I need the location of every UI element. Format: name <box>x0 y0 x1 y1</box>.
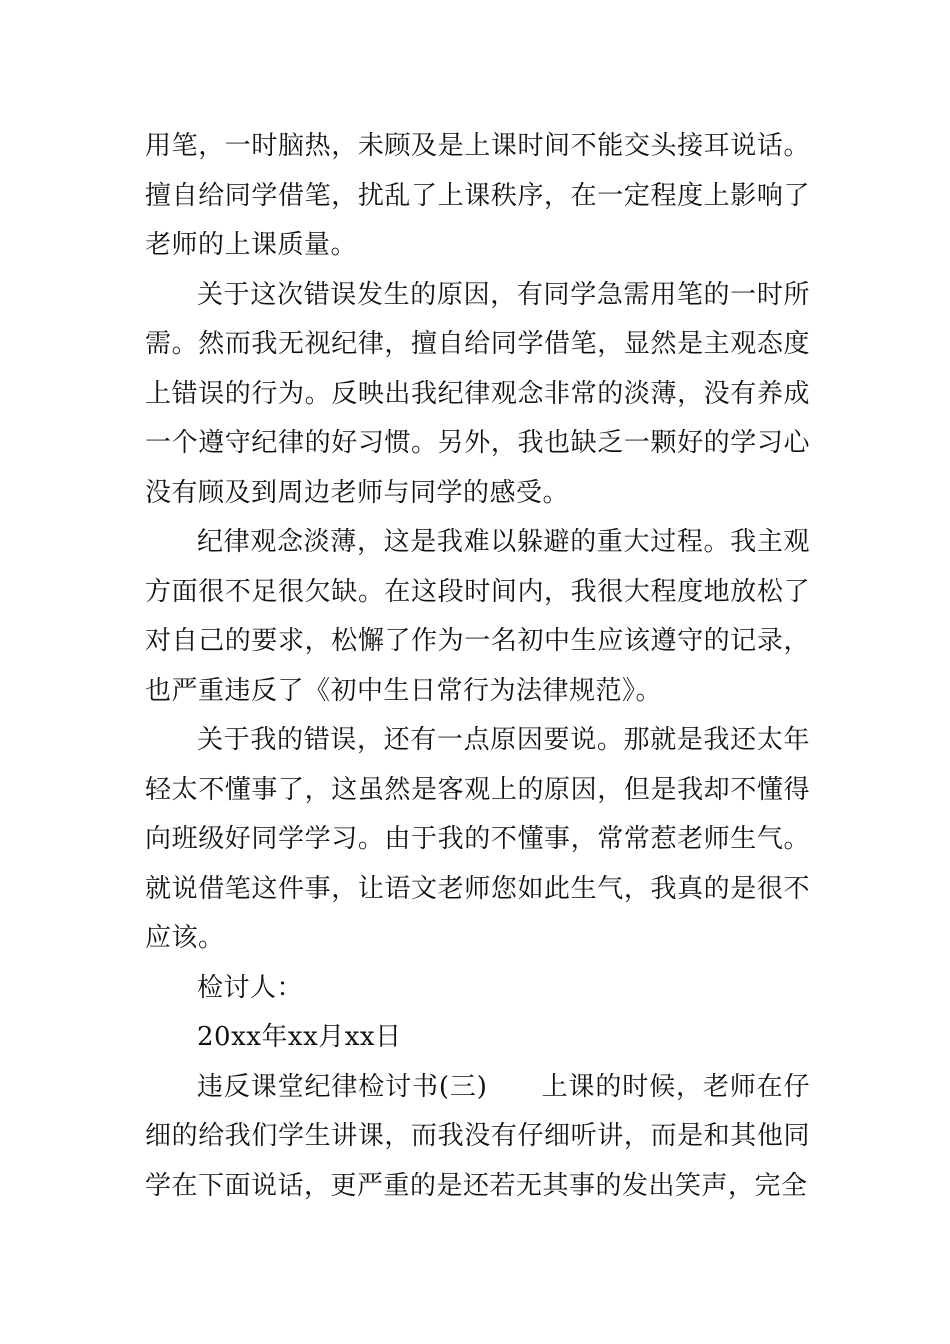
paragraph-discipline: 纪律观念淡薄，这是我难以躲避的重大过程。我主观方面很不足很欠缺。在这段时间内，我很大程度地放松了对自己的要求，松懈了作为一名初中生应该遵守的记录，也严重违反了《初中生日常行为法律规范》。 <box>145 527 810 706</box>
next-section-paragraph <box>145 1063 810 1212</box>
heading-gap <box>487 1072 541 1102</box>
paragraph-continuation: 用笔，一时脑热，未顾及是上课时间不能交头接耳说话。擅自给同学借笔，扰乱了上课秩序，在一定程度上影响了老师的上课质量。 <box>145 131 810 260</box>
document-body <box>145 122 810 1211</box>
paragraph-cause: 关于这次错误发生的原因，有同学急需用笔的一时所需。然而我无视纪律，擅自给同学借笔，显然是主观态度上错误的行为。反映出我纪律观念非常的淡薄，没有养成一个遵守纪律的好习惯。另外，我也缺乏一颗好的学习心没有顾及到周边老师与同学的感受。 <box>145 279 810 508</box>
next-section-text: 上课的时候，老师在仔细的给我们学生讲课，而我没有仔细听讲，而是和其他同学在下面说话，更严重的是还若无其事的发出笑声，完全 <box>145 1071 810 1201</box>
next-section-heading: 违反课堂纪律检讨书(三) <box>197 1071 488 1102</box>
paragraph-immaturity: 关于我的错误，还有一点原因要说。那就是我还太年轻太不懂事了，这虽然是客观上的原因，但是我却不懂得向班级好同学学习。由于我的不懂事，常常惹老师生气。就说借笔这件事，让语文老师您如此生气，我真的是很不应该。 <box>145 725 810 953</box>
signer-label: 检讨人： <box>197 972 304 1003</box>
signature-date: 20xx年xx月xx日 <box>197 1022 402 1052</box>
